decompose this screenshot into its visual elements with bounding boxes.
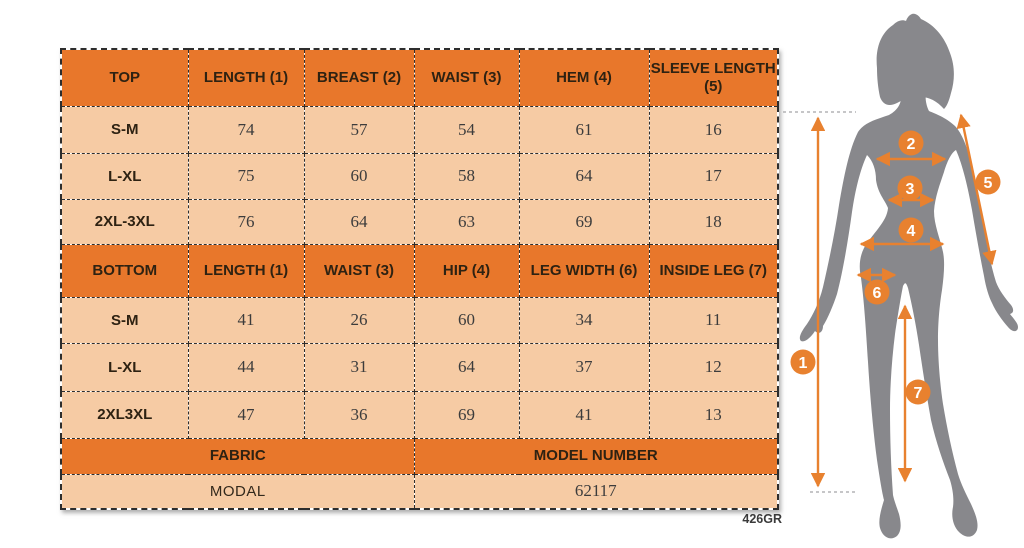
value-cell: 74	[188, 106, 304, 153]
value-cell: 75	[188, 153, 304, 199]
length-header-cell: LENGTH (1)	[188, 49, 304, 106]
measure-point-2-label: 2	[906, 135, 916, 153]
value-cell: 76	[188, 199, 304, 244]
waist-header-cell: WAIST (3)	[304, 244, 414, 297]
value-cell: 44	[188, 343, 304, 391]
measure-point-7-label: 7	[913, 384, 923, 402]
model-number-value-cell: 62117	[414, 474, 778, 509]
size-label: L-XL	[61, 343, 188, 391]
measure-point-4-label: 4	[906, 222, 916, 240]
size-label: L-XL	[61, 153, 188, 199]
value-cell: 64	[519, 153, 649, 199]
size-label: S-M	[61, 106, 188, 153]
breast-header-cell: BREAST (2)	[304, 49, 414, 106]
value-cell: 54	[414, 106, 519, 153]
leg-width-header-cell: LEG WIDTH (6)	[519, 244, 649, 297]
value-cell: 36	[304, 391, 414, 438]
measure-point-5-label: 5	[983, 174, 993, 192]
value-cell: 57	[304, 106, 414, 153]
value-cell: 34	[519, 297, 649, 343]
inside-leg-header-cell: INSIDE LEG (7)	[649, 244, 778, 297]
fabric-header-cell: FABRIC	[61, 438, 414, 474]
value-cell: 61	[519, 106, 649, 153]
value-cell: 12	[649, 343, 778, 391]
value-cell: 17	[649, 153, 778, 199]
size-label: 2XL3XL	[61, 391, 188, 438]
sleeve-length-header-cell: SLEEVE LENGTH (5)	[649, 49, 778, 106]
value-cell: 31	[304, 343, 414, 391]
measure-point-6-label: 6	[872, 284, 882, 302]
value-cell: 13	[649, 391, 778, 438]
value-cell: 41	[519, 391, 649, 438]
value-cell: 41	[188, 297, 304, 343]
top-header-cell: TOP	[61, 49, 188, 106]
measure-point-1-label: 1	[798, 354, 808, 372]
model-number-header-cell: MODEL NUMBER	[414, 438, 778, 474]
value-cell: 69	[414, 391, 519, 438]
waist-header-cell: WAIST (3)	[414, 49, 519, 106]
value-cell: 64	[304, 199, 414, 244]
value-cell: 63	[414, 199, 519, 244]
value-cell: 69	[519, 199, 649, 244]
hip-header-cell: HIP (4)	[414, 244, 519, 297]
value-cell: 64	[414, 343, 519, 391]
measure-point-3-label: 3	[905, 180, 915, 198]
value-cell: 37	[519, 343, 649, 391]
size-label: 2XL-3XL	[61, 199, 188, 244]
value-cell: 26	[304, 297, 414, 343]
value-cell: 47	[188, 391, 304, 438]
fabric-value-cell: MODAL	[61, 474, 414, 509]
hem-header-cell: HEM (4)	[519, 49, 649, 106]
value-cell: 11	[649, 297, 778, 343]
bottom-header-cell: BOTTOM	[61, 244, 188, 297]
product-code: 426GR	[742, 512, 782, 526]
length-header-cell: LENGTH (1)	[188, 244, 304, 297]
value-cell: 60	[414, 297, 519, 343]
woman-silhouette	[800, 14, 1018, 539]
value-cell: 16	[649, 106, 778, 153]
value-cell: 60	[304, 153, 414, 199]
size-label: S-M	[61, 297, 188, 343]
value-cell: 58	[414, 153, 519, 199]
value-cell: 18	[649, 199, 778, 244]
